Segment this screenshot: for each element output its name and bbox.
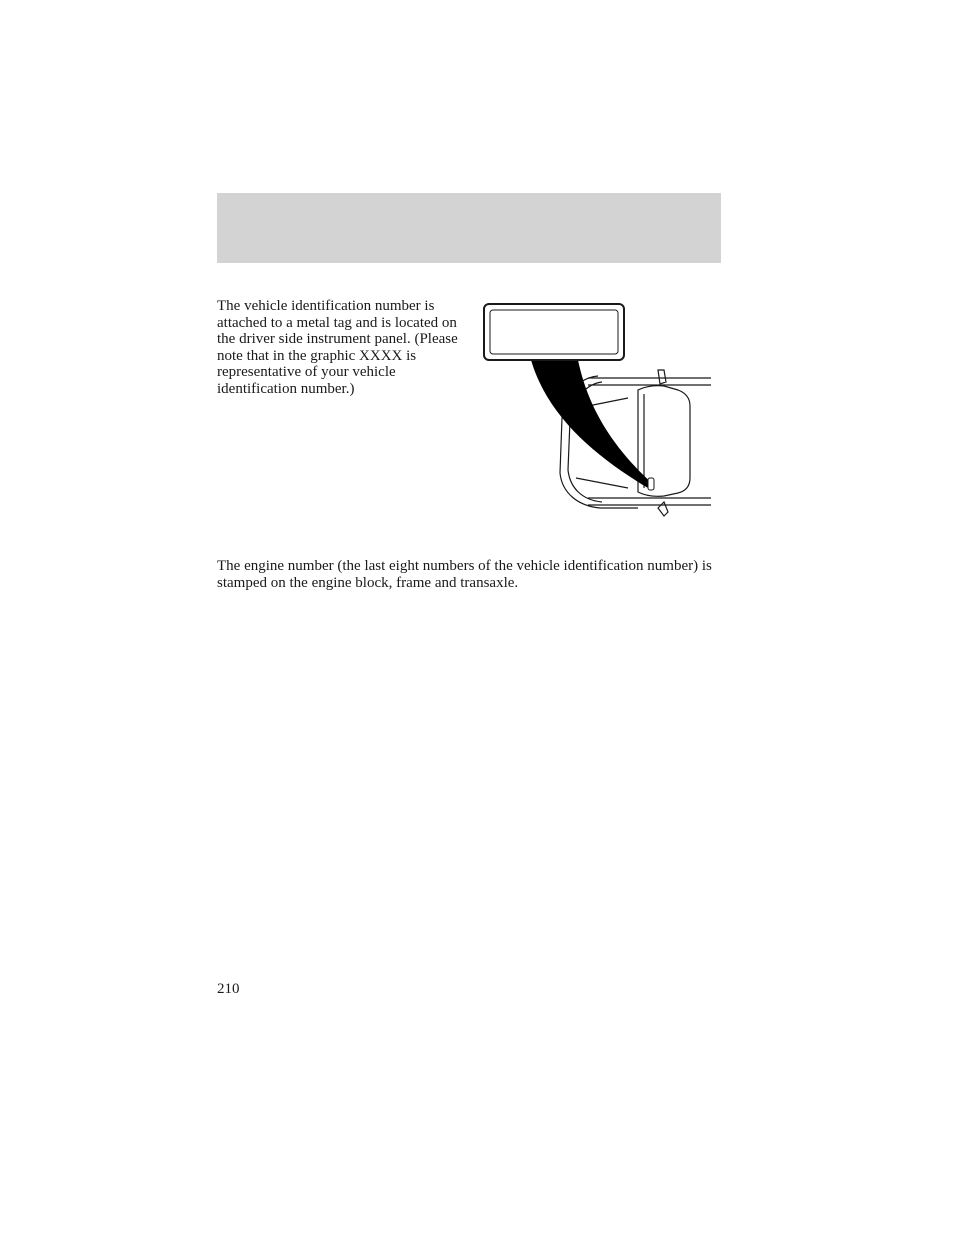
- vin-location-paragraph: The vehicle identification number is attached to a metal tag and is located on the driver side instrument panel. (Please note that in the graphic XXXX is representative of your vehicle identification number.): [217, 298, 458, 397]
- vin-tag-illustration: [478, 298, 718, 518]
- page-number: 210: [217, 981, 240, 997]
- section-header-band: [217, 193, 721, 263]
- engine-number-paragraph: The engine number (the last eight numbers of the vehicle identification number) is stamped on the engine block, frame and transaxle.: [217, 558, 712, 591]
- vin-tag-location-icon: [478, 298, 718, 518]
